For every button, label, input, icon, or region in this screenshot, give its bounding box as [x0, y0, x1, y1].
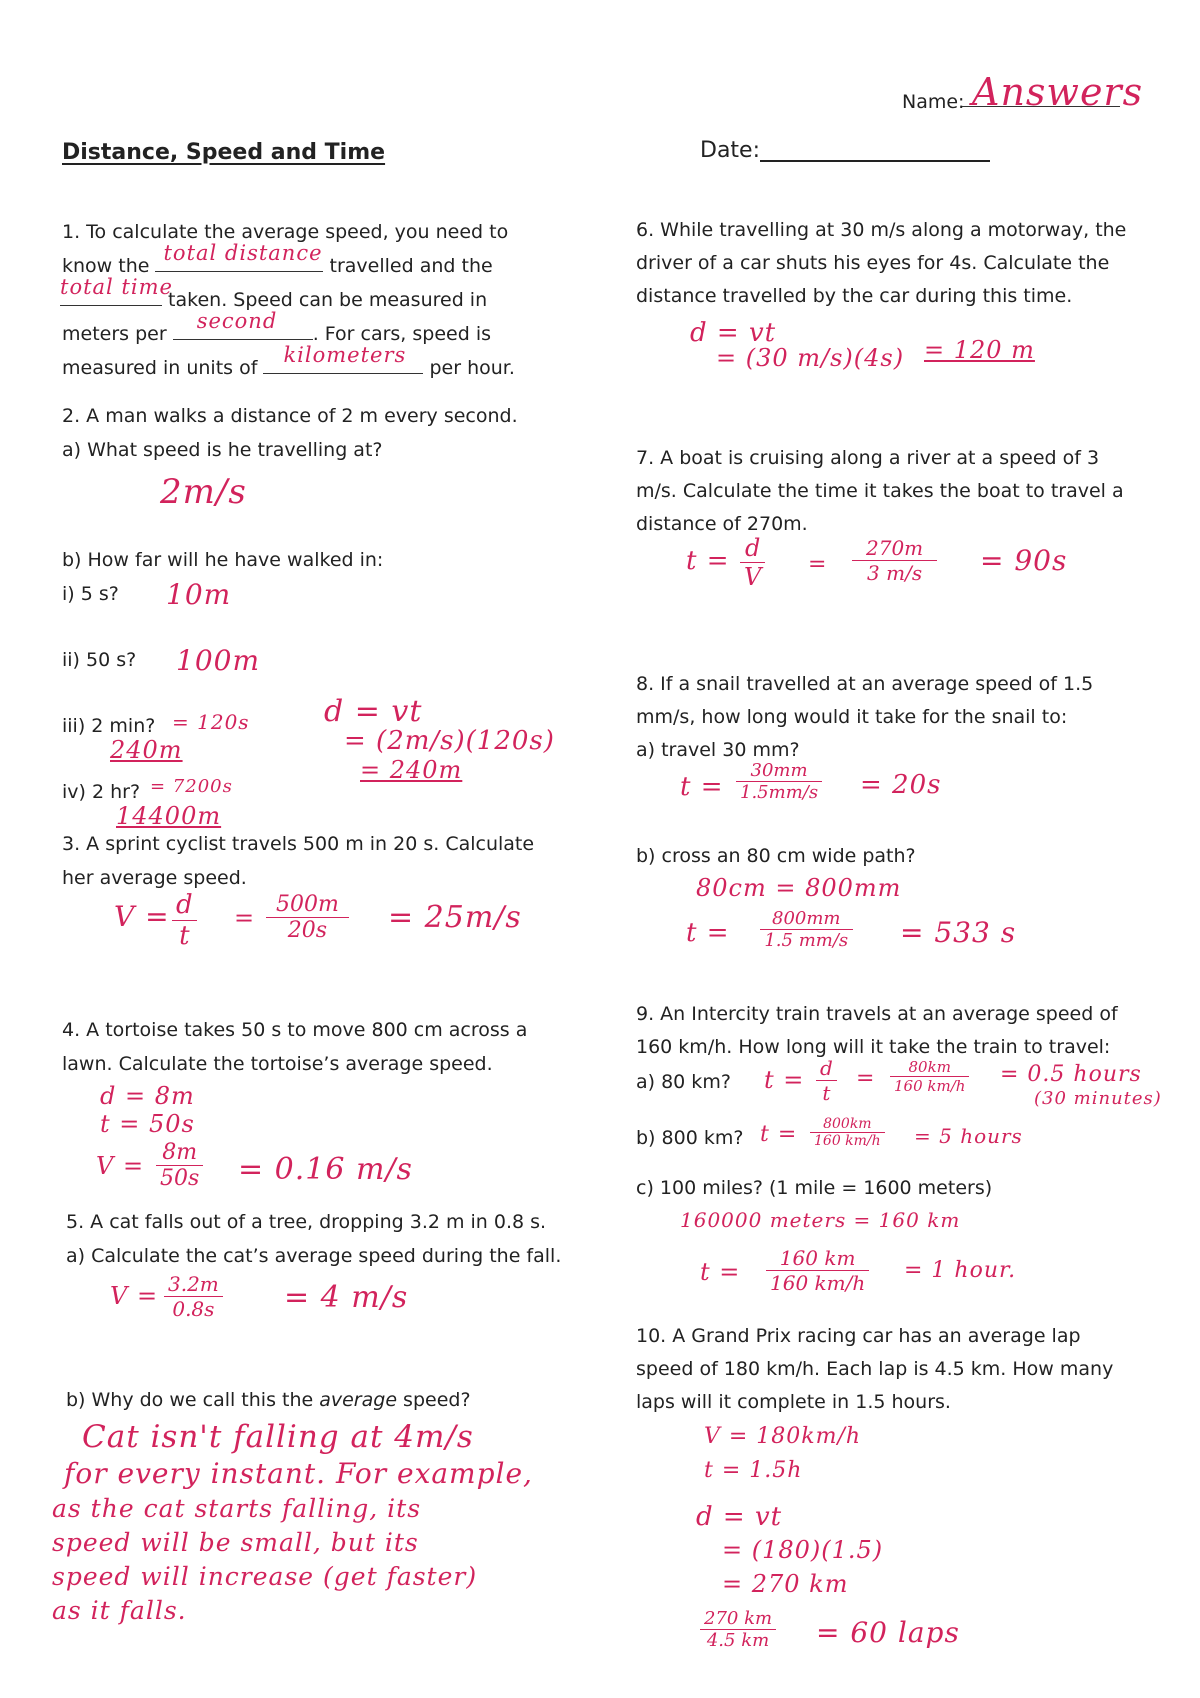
q9a-formula: $\frac{d}{t}$ [816, 1056, 837, 1105]
q9c-answer: = 1 hour. [904, 1258, 1017, 1283]
q10-work-4: = (180)(1.5) [722, 1536, 884, 1564]
q4-answer: = 0.16 m/s [238, 1152, 413, 1187]
q6-answer: = 120 m [924, 336, 1035, 364]
q8a-t: t = [680, 772, 724, 802]
q7-fraction: $\frac{270m}{3 m/s}$ [852, 536, 937, 585]
q5-answer: = 4 m/s [284, 1280, 409, 1315]
q8b-t: t = [686, 918, 730, 948]
q1-blank-2: total time [60, 283, 162, 306]
q8b-conversion: 80cm = 800mm [696, 874, 902, 902]
q9c-t: t = [700, 1258, 741, 1286]
q4-work-2: t = 50s [100, 1110, 195, 1138]
q2-part-i: i) 5 s? [62, 583, 119, 605]
q2iii-answer: 240m [110, 736, 183, 764]
q9a-t: t = [764, 1066, 805, 1094]
q7-t: t = [686, 546, 730, 576]
q1-line1: 1. To calculate the average speed, you need to [62, 221, 509, 243]
q2-work-2: = (2m/s)(120s) [344, 726, 555, 756]
q3-fraction: $\frac{500m}{20s}$ [266, 892, 349, 943]
q3-line1: 3. A sprint cyclist travels 500 m in 20 s. Calculate [62, 833, 535, 855]
q2-part-iv: iv) 2 hr? [62, 781, 141, 803]
q9b-t: t = [760, 1122, 798, 1147]
name-answer: Answers [972, 70, 1144, 114]
q2-work-1: d = vt [324, 694, 423, 729]
q10-fraction: $\frac{270 km}{4.5 km}$ [700, 1608, 776, 1651]
q2-part-iii: iii) 2 min? [62, 715, 156, 737]
q5b-handwritten-answer: Cat isn't falling at 4m/s for every instant. For example, as the cat starts falling, its speed will be small, but its speed will increase (get faster) as it falls. [52, 1419, 533, 1625]
q9a-equals: = [856, 1066, 876, 1091]
q5-part-a: a) Calculate the cat’s average speed during the fall. [66, 1245, 562, 1267]
q2iii-conversion: = 120s [172, 710, 250, 734]
date-line [760, 160, 990, 162]
q9c-conversion: 160000 meters = 160 km [680, 1208, 961, 1232]
name-label: Name: [902, 91, 965, 113]
q2iv-answer: 14400m [116, 802, 222, 830]
q9b-answer: = 5 hours [914, 1124, 1023, 1148]
q8b-answer: = 533 s [900, 916, 1017, 949]
question-9: 9. An Intercity train travels at an average speed of 160 km/h. How long will it take the train to travel: [636, 1003, 1118, 1058]
question-10: 10. A Grand Prix racing car has an average lap speed of 180 km/h. Each lap is 4.5 km. How many laps will it complete in 1.5 hours. [636, 1325, 1114, 1413]
q7-answer: = 90s [980, 544, 1068, 577]
q10-work-2: t = 1.5h [704, 1458, 803, 1483]
q6-work-1: d = vt [690, 318, 777, 348]
q7-equals: = [808, 552, 828, 577]
q3-v: V = [114, 900, 170, 933]
q3-line2: her average speed. [62, 867, 247, 889]
q5-line1: 5. A cat falls out of a tree, dropping 3.2 m in 0.8 s. [66, 1211, 547, 1233]
q9b-fraction: $\frac{800km}{160 km/h}$ [810, 1116, 885, 1149]
q2iv-conversion: = 7200s [150, 776, 233, 797]
q4-work-1: d = 8m [100, 1082, 195, 1110]
q2ii-answer: 100m [176, 644, 260, 677]
question-7: 7. A boat is cruising along a river at a speed of 3 m/s. Calculate the time it takes the boat to travel a distance of 270m. [636, 447, 1124, 535]
q8b-fraction: $\frac{800mm}{1.5 mm/s}$ [760, 908, 853, 951]
q5-part-b: b) Why do we call this the average speed? [66, 1389, 471, 1411]
q9a-fraction: $\frac{80km}{160 km/h}$ [890, 1058, 969, 1095]
q2a-answer: 2m/s [160, 472, 247, 512]
q3-formula: $\frac{d}{t}$ [172, 890, 197, 951]
q6-work-2: = (30 m/s)(4s) [716, 344, 905, 372]
q9a-answer: = 0.5 hours [1000, 1062, 1142, 1087]
q1-blank-1: total distance [155, 249, 323, 272]
q1-line4: meters per second . For cars, speed is [62, 309, 492, 345]
q8-part-b: b) cross an 80 cm wide path? [636, 845, 916, 867]
question-8: 8. If a snail travelled at an average speed of 1.5 mm/s, how long would it take for the snail to: a) travel 30 mm? [636, 673, 1094, 761]
q2-work-3: = 240m [360, 756, 463, 784]
q7-formula: $\frac{d}{V}$ [740, 534, 765, 591]
q5-v: V = [110, 1282, 159, 1310]
question-6: 6. While travelling at 30 m/s along a motorway, the driver of a car shuts his eyes for 4s. Calculate the distance travelled by the car during this time. [636, 219, 1127, 307]
q9-part-a: a) 80 km? [636, 1071, 731, 1093]
q3-equals: = [234, 904, 256, 932]
q1-line3: total time taken. Speed can be measured in [60, 275, 488, 311]
q1-line5: measured in units of kilometers per hour. [62, 343, 515, 379]
q10-answer: = 60 laps [816, 1616, 960, 1649]
question-1 [62, 216, 562, 385]
q2-line1: 2. A man walks a distance of 2 m every second. [62, 405, 518, 427]
q10-work-1: V = 180km/h [704, 1424, 862, 1449]
q8a-fraction: $\frac{30mm}{1.5mm/s}$ [736, 760, 822, 803]
q1-line2: know the total distance travelled and the [62, 241, 493, 277]
q3-answer: = 25m/s [388, 900, 522, 935]
date-label: Date: [700, 138, 760, 163]
q10-work-5: = 270 km [722, 1570, 849, 1598]
q1-blank-4: kilometers [263, 351, 423, 374]
q9-part-b: b) 800 km? [636, 1127, 744, 1149]
q8a-answer: = 20s [860, 770, 942, 800]
q1-blank-3: second [173, 317, 313, 340]
q9-part-c: c) 100 miles? (1 mile = 1600 meters) [636, 1177, 993, 1199]
q4-fraction: $\frac{8m}{50s}$ [156, 1140, 203, 1191]
q4-v: V = [96, 1152, 145, 1180]
q2-part-ii: ii) 50 s? [62, 649, 137, 671]
q4-line1: 4. A tortoise takes 50 s to move 800 cm across a [62, 1019, 528, 1041]
q10-work-3: d = vt [696, 1502, 783, 1532]
q5-fraction: $\frac{3.2m}{0.8s}$ [164, 1272, 223, 1321]
q2-part-b: b) How far will he have walked in: [62, 549, 384, 571]
page-title: Distance, Speed and Time [62, 140, 386, 165]
q9c-fraction: $\frac{160 km}{160 km/h}$ [766, 1246, 869, 1295]
q2-part-a: a) What speed is he travelling at? [62, 439, 383, 461]
q2i-answer: 10m [166, 578, 232, 611]
q4-line2: lawn. Calculate the tortoise’s average speed. [62, 1053, 493, 1075]
q9a-answer-minutes: (30 minutes) [1034, 1088, 1162, 1109]
